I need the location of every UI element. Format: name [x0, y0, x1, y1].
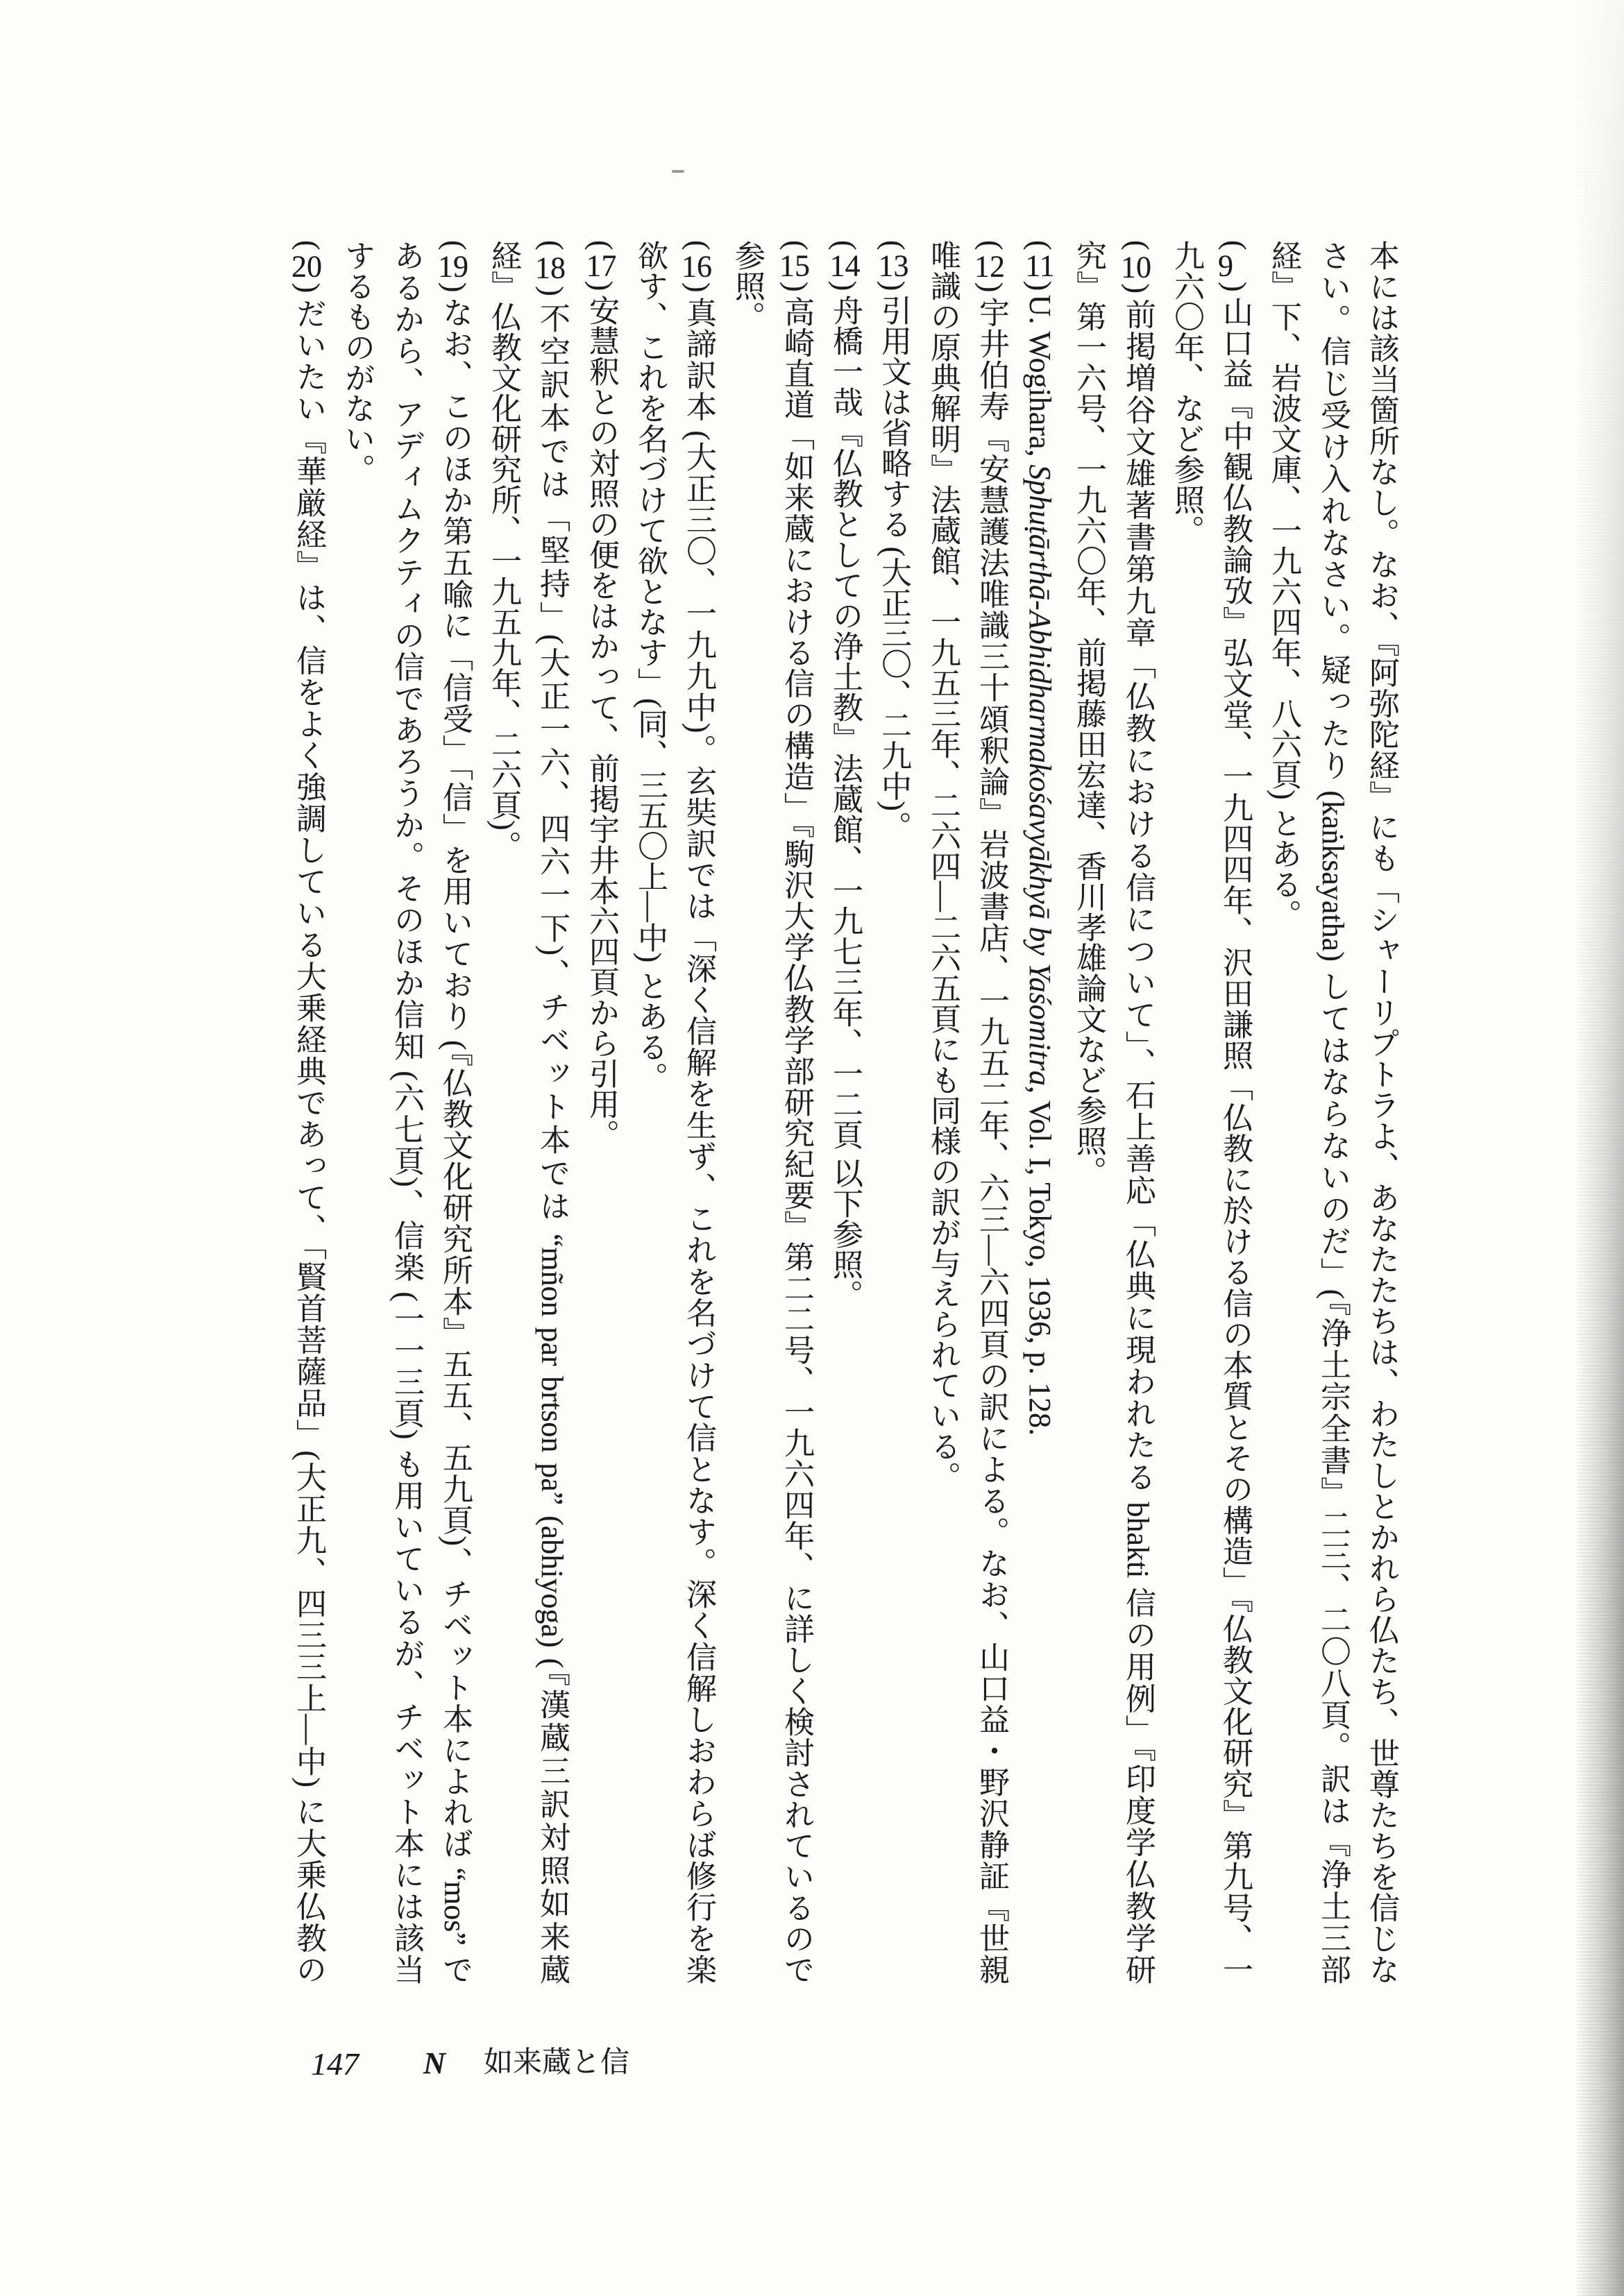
footnote-text: 経』仏教文化研究所、一九五九年、二六頁)。	[487, 240, 521, 861]
running-title: 如来蔵と信	[484, 2047, 630, 2079]
footnote-continued-line	[1071, 240, 1106, 1984]
label-digits: 16	[682, 250, 712, 282]
label-digits: 13	[878, 250, 909, 281]
label-paren-close: )	[291, 282, 325, 294]
label-paren-open: (	[438, 240, 472, 250]
label-digits: 12	[974, 250, 1005, 282]
label-digits: 20	[291, 251, 322, 282]
footnote-10	[1120, 240, 1155, 1984]
label-digits: 15	[779, 250, 810, 282]
footnote-number	[1023, 240, 1057, 291]
label-paren-open: (	[779, 240, 813, 250]
footnote-text: 山口益『中観仏教論攷』弘文堂、一九四四年、沢田謙照「仏教に於ける信の本質とその構造」『仏教文化研究』第九号、一	[1218, 295, 1252, 1984]
footnote-text: 究』第一六号、一九六〇年、前掲藤田宏達、香川孝雄論文など参照。	[1072, 240, 1106, 1187]
footnote-18	[534, 240, 569, 1984]
footnote-number	[1121, 240, 1155, 294]
footnote-number	[535, 240, 569, 296]
footnote-text: 宇井伯寿『安慧護法唯識三十頌釈論』岩波書店、一九五二年、六三―六四頁の訳による。なお、山口益・野沢静証『世親	[974, 296, 1008, 1984]
footnote-19	[437, 240, 472, 1984]
footnote-text: だいたい『華厳経』は、信をよく強調している大乗経典であって、「賢首菩薩品」(大正九、四三三上―中) に大乗仏教の	[291, 296, 325, 1984]
footnote-text: 経』下、岩波文庫、一九六四年、八六頁) とある。	[1267, 240, 1301, 930]
footnote-text: なお、このほか第五喩に「信受」「信」を用いており (『仏教文化研究所本』五五、五九頁)、チベット本によれば “mos” で	[438, 296, 472, 1984]
footnote-number	[877, 240, 911, 291]
label-digits: 19	[438, 250, 468, 282]
footnote-number	[291, 240, 325, 293]
footnote-number	[779, 240, 813, 292]
footnote-17	[584, 240, 618, 1984]
footnote-text: 不空訳本では「堅持」(大正一六、四六一下)、チベット本では “mñon par brtson pa” (abhiyoga) (『漢蔵三訳対照如来蔵	[535, 300, 569, 1984]
label-paren-open: (	[291, 240, 325, 250]
footnote-text: , Vol. I, Tokyo, 1936, p. 128.	[1023, 1085, 1057, 1436]
page-number: 147	[311, 2046, 359, 2082]
footnote-number	[828, 240, 862, 291]
footnote-number	[584, 240, 618, 291]
label-paren-close: )	[1121, 283, 1155, 294]
label-paren-close: )	[1218, 281, 1252, 292]
label-digits: 18	[535, 253, 566, 284]
footnote-continued-line	[486, 240, 521, 1984]
footnote-text: U. Wogihara,	[1023, 294, 1057, 465]
footnote-number	[438, 240, 472, 292]
label-digits: 11	[1025, 250, 1055, 281]
footnote-text: するものがない。	[340, 240, 374, 484]
label-paren-open: (	[1023, 240, 1057, 250]
footnote-continued-line	[729, 240, 764, 1984]
label-paren-open: (	[535, 240, 569, 250]
label-paren-open: (	[877, 240, 911, 250]
label-paren-open: (	[682, 240, 716, 250]
scan-edge-shadow	[1577, 0, 1624, 2296]
footnote-11	[1022, 240, 1057, 1984]
footnote-text: 高崎直道「如来蔵における信の構造」『駒沢大学仏教学部研究紀要』第二二号、一九六四年、に詳しく検討されているので	[779, 295, 813, 1984]
footnote-continued-line	[1315, 240, 1350, 1984]
label-paren-open: (	[1121, 240, 1155, 250]
footnote-text: あるから、アディムクティの信であろうか。そのほか信知 (六七頁)、信楽 (一一三頁) も用いているが、チベット本には該当	[389, 240, 423, 1984]
label-paren-close: )	[779, 281, 813, 292]
label-digits: 9	[1218, 250, 1233, 282]
footnote-text: 安慧釈との対照の便をはかって、前掲宇井本六四頁から引用。	[584, 294, 618, 1150]
footnote-12	[974, 240, 1008, 1984]
scan-speck	[672, 170, 684, 173]
label-paren-close: )	[974, 282, 1008, 293]
footnote-continued-line	[389, 240, 423, 1984]
footnote-continued-line	[339, 240, 374, 1984]
footnote-text: 九六〇年、など参照。	[1169, 240, 1203, 545]
label-paren-close: )	[877, 280, 911, 291]
label-digits: 17	[586, 250, 617, 281]
label-digits: 10	[1121, 251, 1151, 282]
footnote-text: 真諦訳本 (大正三〇、一九九中)。玄奘訳では「深く信解を生ず、これを名づけて信となす。深く信解しおわらば修行を楽	[682, 296, 716, 1984]
footnote-13	[876, 240, 911, 1984]
label-paren-open: (	[1218, 240, 1252, 250]
footnote-15	[779, 240, 813, 1984]
footnote-20	[291, 240, 325, 1984]
label-paren-close: )	[535, 286, 569, 296]
footnote-text: 前掲増谷文雄著書第九章「仏教における信について」、石上善応「仏典に現われたる bhakti 信の用例」『印度学仏教学研	[1121, 297, 1155, 1984]
footnote-number	[1218, 240, 1252, 292]
label-paren-open: (	[974, 240, 1008, 250]
footnote-number	[974, 240, 1008, 292]
label-paren-open: (	[828, 240, 862, 250]
footnote-continued-line	[632, 240, 667, 1984]
footnote-14	[827, 240, 862, 1984]
footnote-16	[681, 240, 716, 1984]
footnote-continued-line	[1169, 240, 1203, 1984]
label-paren-close: )	[682, 282, 716, 293]
chapter-number: N	[423, 2046, 446, 2080]
footnote-number	[682, 240, 716, 292]
footnote-continued-line	[925, 240, 960, 1984]
footnote-text: 欲す、これを名づけて欲となす」(同、三五〇上―中) とある。	[633, 240, 667, 1093]
footnote-italic-title: Sphuṭārthā-Abhidharmakośavyākhyā by Yaśomitra	[1023, 464, 1057, 1086]
label-paren-close: )	[828, 280, 862, 291]
footnote-text: さい。信じ受け入れなさい。疑ったり (kaṅksayatha) してはならないのだ」(『浄土宗全書』二三、二〇八頁。訳は『浄土三部	[1316, 240, 1350, 1984]
footnote-text: 参照。	[730, 240, 764, 332]
footnote-text: 引用文は省略する (大正三〇、二九中)。	[877, 294, 911, 842]
footnote-text: 舟橋一哉『仏教としての浄土教』法蔵館、一九七三年、一二頁 以下参照。	[828, 294, 862, 1310]
label-paren-close: )	[584, 280, 618, 291]
label-digits: 14	[829, 250, 861, 281]
footnote-text: 本には該当箇所なし。なお、『阿弥陀経』にも「シャーリプトラよ、あなたたちは、わたしとかれら仏たち、世尊たちを信じな	[1364, 240, 1398, 1984]
footnote-continued-line	[1364, 240, 1398, 1984]
footnote-text: 唯識の原典解明』法蔵館、一九五三年、二六四―二六五頁にも同様の訳が与えられている。	[926, 240, 960, 1492]
label-paren-open: (	[584, 240, 618, 250]
label-paren-close: )	[438, 282, 472, 293]
label-paren-close: )	[1023, 280, 1057, 291]
footnote-continued-line	[1266, 240, 1301, 1984]
footnote-9	[1217, 240, 1252, 1984]
